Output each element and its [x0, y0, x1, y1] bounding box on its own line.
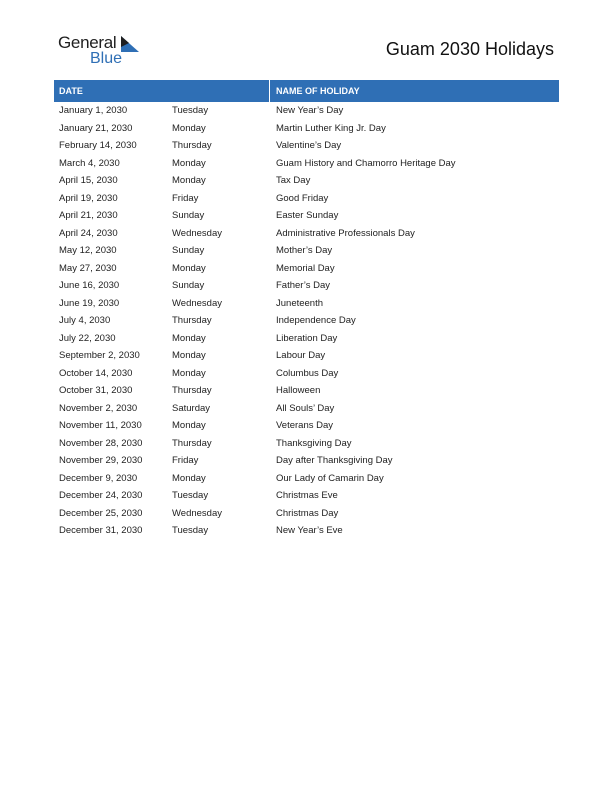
cell-holiday-name: New Year’s Eve — [276, 525, 343, 536]
cell-weekday: Monday — [172, 175, 206, 186]
cell-date: October 31, 2030 — [59, 385, 133, 396]
cell-weekday: Wednesday — [172, 227, 222, 239]
table-row — [54, 137, 559, 155]
cell-date: May 27, 2030 — [59, 262, 117, 274]
logo-text-general: General — [58, 33, 117, 52]
cell-date: April 15, 2030 — [59, 175, 118, 186]
cell-weekday: Monday — [172, 122, 206, 134]
cell-holiday-name: Columbus Day — [276, 367, 339, 379]
cell-weekday: Wednesday — [172, 297, 222, 309]
table-row — [54, 102, 559, 120]
cell-holiday-name: Valentine’s Day — [276, 140, 342, 151]
cell-holiday-name: Halloween — [276, 385, 321, 396]
cell-date: November 29, 2030 — [59, 455, 143, 466]
cell-date: December 24, 2030 — [59, 490, 143, 501]
table-row — [54, 382, 559, 400]
cell-date: November 2, 2030 — [59, 402, 138, 414]
cell-date: November 28, 2030 — [59, 437, 143, 449]
cell-date: June 19, 2030 — [59, 297, 120, 309]
cell-holiday-name: Our Lady of Camarin Day — [276, 472, 384, 484]
cell-weekday: Thursday — [172, 140, 212, 151]
cell-holiday-name: Easter Sunday — [276, 210, 339, 221]
table-row — [54, 522, 559, 540]
cell-holiday-name: Labour Day — [276, 350, 326, 361]
table-row — [54, 347, 559, 365]
cell-weekday: Tuesday — [172, 490, 209, 501]
cell-date: December 31, 2030 — [59, 525, 143, 536]
cell-weekday: Thursday — [172, 385, 212, 396]
cell-weekday: Friday — [172, 192, 199, 204]
cell-weekday: Monday — [172, 472, 206, 484]
cell-weekday: Friday — [172, 455, 199, 466]
cell-weekday: Tuesday — [172, 525, 209, 536]
cell-holiday-name: Thanksgiving Day — [276, 437, 352, 449]
cell-holiday-name: Liberation Day — [276, 332, 338, 344]
cell-holiday-name: Memorial Day — [276, 262, 335, 274]
table-row — [54, 330, 559, 348]
cell-date: April 19, 2030 — [59, 192, 118, 204]
table-row — [54, 207, 559, 225]
table-row — [54, 417, 559, 435]
cell-date: February 14, 2030 — [59, 140, 137, 151]
table-row — [54, 155, 559, 173]
cell-holiday-name: All Souls’ Day — [276, 402, 335, 414]
logo-text-blue: Blue — [90, 50, 123, 67]
cell-weekday: Monday — [172, 420, 206, 431]
cell-weekday: Monday — [172, 367, 206, 379]
table-row — [54, 172, 559, 190]
cell-weekday: Sunday — [172, 245, 205, 256]
table-header — [54, 80, 559, 102]
cell-date: July 4, 2030 — [59, 315, 111, 326]
cell-date: January 21, 2030 — [59, 122, 133, 134]
cell-date: January 1, 2030 — [59, 105, 128, 116]
table-row — [54, 400, 559, 418]
cell-holiday-name: Veterans Day — [276, 420, 334, 431]
cell-weekday: Saturday — [172, 402, 211, 414]
table-row — [54, 225, 559, 243]
cell-date: December 9, 2030 — [59, 472, 138, 484]
table-row — [54, 242, 559, 260]
logo-flag-icon — [121, 36, 139, 52]
cell-weekday: Wednesday — [172, 507, 222, 519]
cell-holiday-name: Tax Day — [276, 175, 311, 186]
cell-date: September 2, 2030 — [59, 350, 140, 361]
cell-weekday: Tuesday — [172, 105, 209, 116]
cell-weekday: Monday — [172, 262, 206, 274]
cell-holiday-name: New Year’s Day — [276, 105, 344, 116]
cell-holiday-name: Christmas Eve — [276, 490, 338, 501]
cell-date: June 16, 2030 — [59, 280, 120, 291]
brand-logo — [58, 33, 148, 69]
cell-holiday-name: Day after Thanksgiving Day — [276, 455, 393, 466]
cell-date: October 14, 2030 — [59, 367, 133, 379]
cell-weekday: Monday — [172, 350, 206, 361]
table-row — [54, 260, 559, 278]
cell-date: May 12, 2030 — [59, 245, 117, 256]
table-row — [54, 295, 559, 313]
table-row — [54, 487, 559, 505]
page-title: Guam 2030 Holidays — [385, 39, 554, 59]
table-row — [54, 312, 559, 330]
cell-date: April 21, 2030 — [59, 210, 118, 221]
cell-date: July 22, 2030 — [59, 332, 116, 344]
cell-holiday-name: Independence Day — [276, 315, 356, 326]
cell-holiday-name: Guam History and Chamorro Heritage Day — [276, 157, 456, 169]
cell-weekday: Sunday — [172, 280, 205, 291]
cell-holiday-name: Martin Luther King Jr. Day — [276, 122, 386, 134]
cell-weekday: Monday — [172, 157, 206, 169]
cell-holiday-name: Good Friday — [276, 192, 329, 204]
cell-weekday: Thursday — [172, 315, 212, 326]
table-row — [54, 365, 559, 383]
table-body — [54, 102, 559, 540]
holiday-table — [54, 80, 559, 540]
table-row — [54, 277, 559, 295]
cell-date: March 4, 2030 — [59, 157, 120, 169]
cell-weekday: Monday — [172, 332, 206, 344]
cell-holiday-name: Administrative Professionals Day — [276, 227, 415, 239]
table-row — [54, 505, 559, 523]
cell-date: April 24, 2030 — [59, 227, 118, 239]
table-row — [54, 470, 559, 488]
cell-holiday-name: Father’s Day — [276, 280, 331, 291]
table-row — [54, 452, 559, 470]
header-holiday-name: NAME OF HOLIDAY — [276, 86, 360, 96]
table-row — [54, 120, 559, 138]
cell-date: December 25, 2030 — [59, 507, 143, 519]
cell-holiday-name: Christmas Day — [276, 507, 339, 519]
header-divider — [269, 80, 270, 102]
header-date: DATE — [59, 86, 83, 96]
cell-date: November 11, 2030 — [59, 420, 142, 431]
table-row — [54, 190, 559, 208]
cell-holiday-name: Juneteenth — [276, 297, 324, 309]
table-row — [54, 435, 559, 453]
cell-holiday-name: Mother’s Day — [276, 245, 333, 256]
cell-weekday: Sunday — [172, 210, 205, 221]
cell-weekday: Thursday — [172, 437, 212, 449]
